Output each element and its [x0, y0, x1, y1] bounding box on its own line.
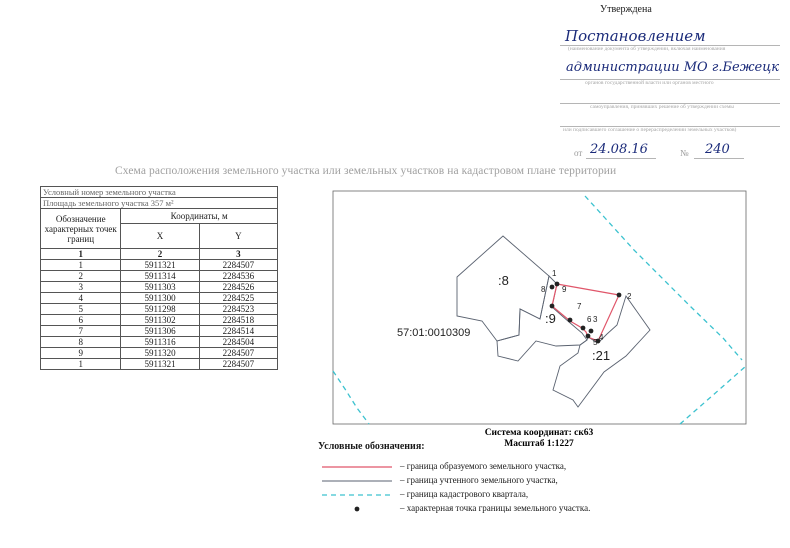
- col-x-header: X: [121, 224, 199, 249]
- point-9: [550, 285, 555, 290]
- table-cell: 9: [41, 348, 121, 359]
- table-cell: 5911298: [121, 304, 199, 315]
- scale-label: Масштаб 1:1227: [504, 439, 574, 449]
- parcel-label-8: :8: [498, 273, 509, 288]
- table-cell: 2284523: [199, 304, 277, 315]
- point-label-5: 5: [593, 338, 598, 347]
- quarter-boundary-bottom: [680, 366, 746, 424]
- table-cell: 1: [41, 359, 121, 370]
- table-cell: 2284507: [199, 359, 277, 370]
- table-cell: 5911303: [121, 282, 199, 293]
- table-cell: 4: [41, 293, 121, 304]
- table-cell: 5: [41, 304, 121, 315]
- parcel-label-9: :9: [545, 311, 556, 326]
- parcel-8-boundary: [457, 236, 549, 341]
- map-frame: [333, 191, 746, 424]
- approval-caption-3: самоуправления, принявших решение об утверждении схемы: [590, 104, 734, 110]
- parcel-label-21: :21: [592, 348, 611, 363]
- table-cell: 1: [41, 260, 121, 271]
- approval-signature-2: администрации МО г.Бежецк: [566, 60, 780, 75]
- legend-point-symbol: [355, 507, 360, 512]
- table-cell: 5911316: [121, 337, 199, 348]
- table-cell: 2284514: [199, 326, 277, 337]
- document-title: Схема расположения земельного участка или земельных участков на кадастровом плане территории: [115, 165, 617, 177]
- point-6: [581, 326, 586, 331]
- table-cell: 5911320: [121, 348, 199, 359]
- table-cell: 5911300: [121, 293, 199, 304]
- point-label-2: 2: [627, 292, 632, 301]
- legend-item-registered: – граница учтенного земельного участка,: [400, 475, 558, 485]
- point-label-3: 3: [593, 315, 598, 324]
- col-coords-header: Координаты, м: [121, 209, 278, 224]
- approval-date: 24.08.16: [590, 142, 648, 157]
- table-cell: 5911306: [121, 326, 199, 337]
- legend-item-formed: – граница образуемого земельного участка,: [400, 461, 567, 471]
- point-1: [555, 282, 560, 287]
- point-2: [617, 293, 622, 298]
- table-cell: 8: [41, 337, 121, 348]
- approval-signature-1: Постановлением: [565, 27, 706, 45]
- table-cell: 2284504: [199, 337, 277, 348]
- table-cell: 2284536: [199, 271, 277, 282]
- point-label-1: 1: [552, 269, 557, 278]
- point-label-9: 9: [562, 285, 567, 294]
- table-cell: 5911321: [121, 359, 199, 370]
- col-number-2: 2: [121, 249, 199, 260]
- col-number-1: 1: [41, 249, 121, 260]
- point-7: [568, 318, 573, 323]
- point-label-6: 6: [587, 315, 592, 324]
- table-cell: 5911302: [121, 315, 199, 326]
- point-5: [586, 334, 591, 339]
- approval-number-prefix: №: [680, 148, 689, 158]
- approval-number: 240: [705, 142, 730, 157]
- block-number: 57:01:0010309: [397, 327, 471, 339]
- point-8: [550, 304, 555, 309]
- approval-caption-2: органов государственной власти или органов местного: [585, 80, 714, 86]
- point-label-4: 4: [599, 333, 604, 342]
- coord-system-label: Система координат: ск63: [484, 428, 594, 438]
- legend-item-quarter: – граница кадастрового квартала,: [400, 489, 529, 499]
- conditional-number-label: Условный номер земельного участка: [41, 187, 278, 198]
- table-cell: 2284507: [199, 260, 277, 271]
- col-number-3: 3: [199, 249, 277, 260]
- col-y-header: Y: [199, 224, 277, 249]
- table-cell: 2: [41, 271, 121, 282]
- approval-title: Утверждена: [600, 4, 652, 15]
- table-cell: 3: [41, 282, 121, 293]
- approval-caption-1: (наименование документа об утверждении, включая наименования: [568, 46, 726, 52]
- table-cell: 5911314: [121, 271, 199, 282]
- col-point-header: Обозначение характерных точек границ: [41, 209, 121, 249]
- legend-title: Условные обозначения:: [318, 441, 425, 452]
- table-cell: 5911321: [121, 260, 199, 271]
- table-cell: 2284507: [199, 348, 277, 359]
- point-3: [589, 329, 594, 334]
- legend-item-point: – характерная точка границы земельного участка.: [400, 503, 591, 513]
- table-cell: 2284526: [199, 282, 277, 293]
- approval-caption-4: или подписавшего соглашение о перераспределении земельных участков): [563, 127, 737, 133]
- table-cell: 2284518: [199, 315, 277, 326]
- table-cell: 7: [41, 326, 121, 337]
- area-label: Площадь земельного участка 357 м²: [41, 198, 278, 209]
- point-label-8: 8: [541, 285, 546, 294]
- quarter-boundary-right: [585, 196, 742, 360]
- point-label-7: 7: [577, 302, 582, 311]
- table-cell: 2284525: [199, 293, 277, 304]
- table-cell: 6: [41, 315, 121, 326]
- approval-date-prefix: от: [574, 148, 583, 158]
- quarter-boundary-left: [333, 371, 369, 424]
